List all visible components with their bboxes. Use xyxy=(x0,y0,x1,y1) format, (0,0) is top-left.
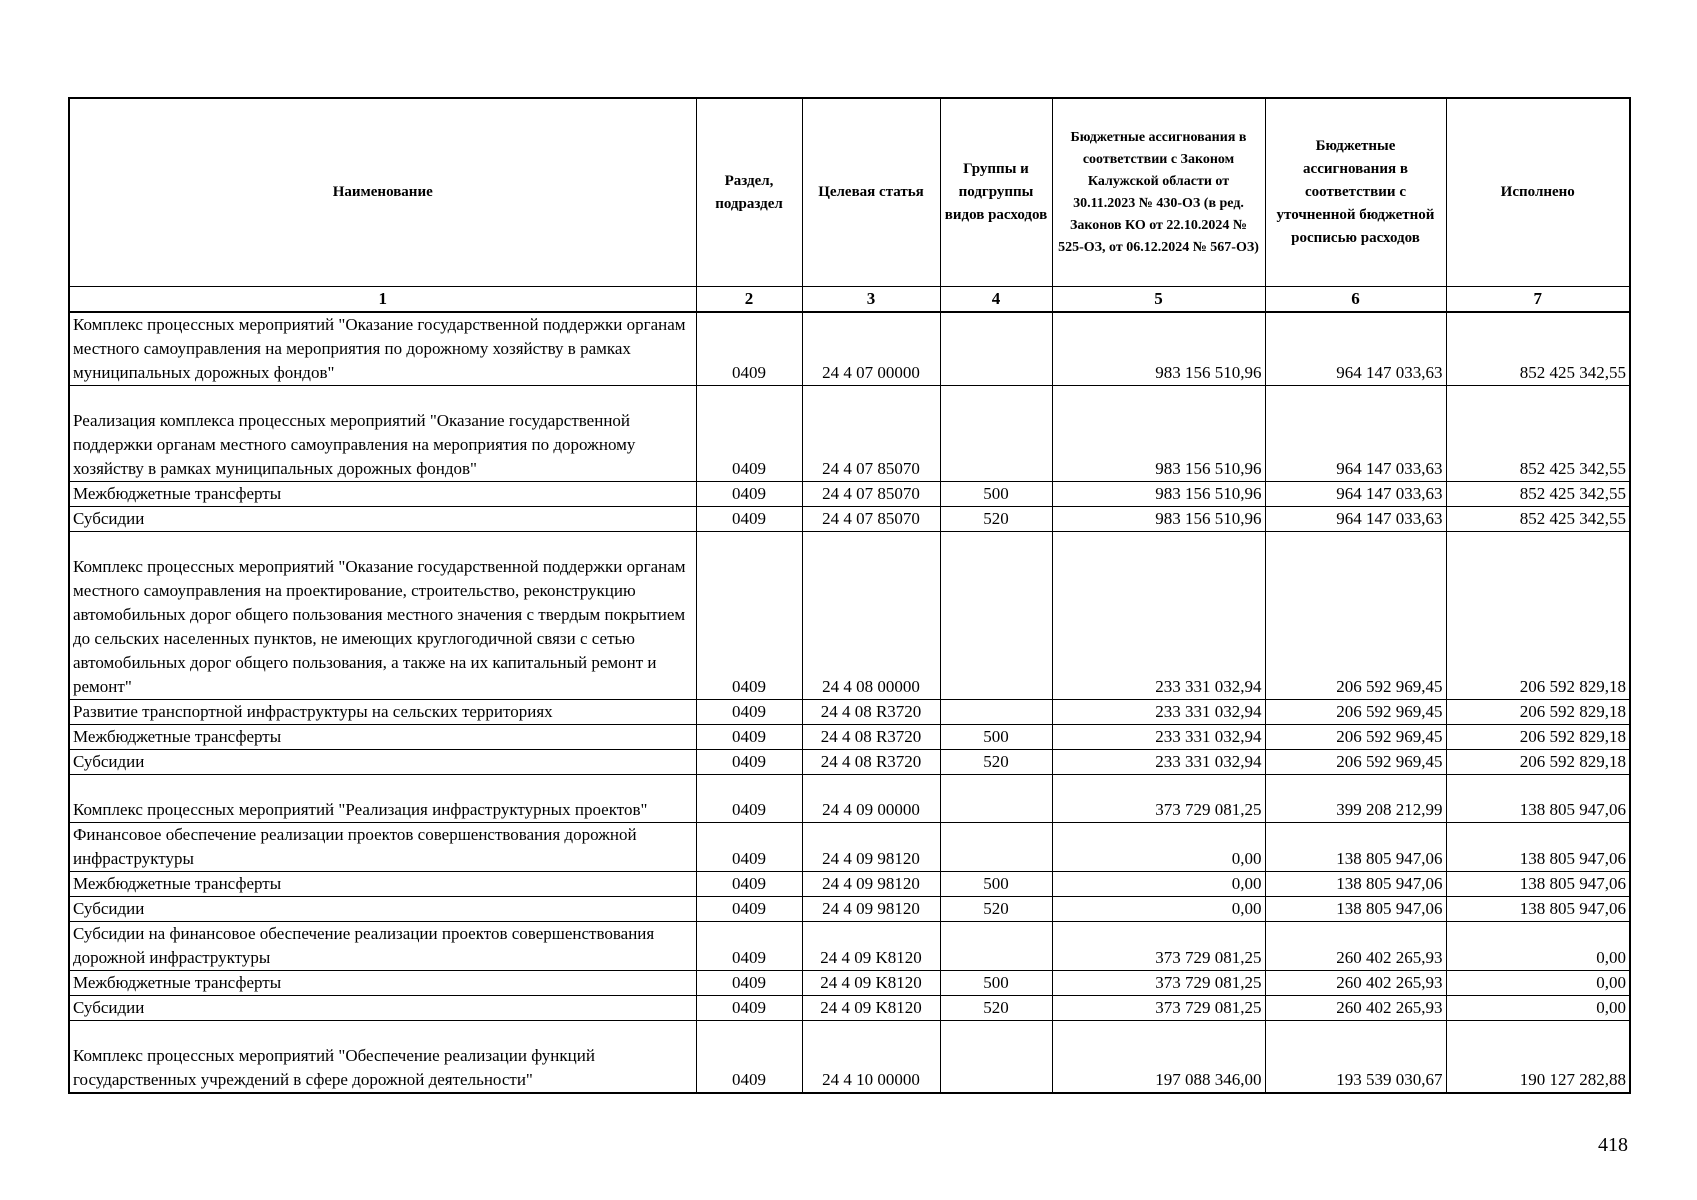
row-section: 0409 xyxy=(696,312,802,386)
row-refined-amount: 964 147 033,63 xyxy=(1265,386,1446,482)
row-target: 24 4 09 98120 xyxy=(802,872,940,897)
row-refined-amount: 964 147 033,63 xyxy=(1265,507,1446,532)
row-law-amount: 373 729 081,25 xyxy=(1052,775,1265,823)
row-executed-amount: 190 127 282,88 xyxy=(1446,1021,1630,1093)
row-executed-amount: 206 592 829,18 xyxy=(1446,700,1630,725)
row-refined-amount: 206 592 969,45 xyxy=(1265,700,1446,725)
row-name: Реализация комплекса процессных мероприятий "Оказание государственной поддержки органам местного самоуправления на мероприятия по дорожному хозяйству в рамках муниципальных дорожных фондов" xyxy=(69,386,696,482)
row-name: Межбюджетные трансферты xyxy=(69,725,696,750)
header-target: Целевая статья xyxy=(802,98,940,287)
row-name: Комплекс процессных мероприятий "Обеспечение реализации функций государственных учреждений в сфере дорожной деятельности" xyxy=(69,1021,696,1093)
row-executed-amount: 206 592 829,18 xyxy=(1446,750,1630,775)
table-row xyxy=(69,725,1630,750)
table-row xyxy=(69,872,1630,897)
row-group xyxy=(940,823,1052,872)
table-row xyxy=(69,482,1630,507)
row-name: Межбюджетные трансферты xyxy=(69,482,696,507)
table-row xyxy=(69,996,1630,1021)
row-executed-amount: 0,00 xyxy=(1446,971,1630,996)
col-number: 5 xyxy=(1052,287,1265,313)
row-name: Субсидии xyxy=(69,750,696,775)
header-name: Наименование xyxy=(69,98,696,287)
row-target: 24 4 09 98120 xyxy=(802,897,940,922)
row-refined-amount: 138 805 947,06 xyxy=(1265,823,1446,872)
row-refined-amount: 399 208 212,99 xyxy=(1265,775,1446,823)
col-number: 1 xyxy=(69,287,696,313)
table-row xyxy=(69,507,1630,532)
row-refined-amount: 138 805 947,06 xyxy=(1265,897,1446,922)
row-section: 0409 xyxy=(696,532,802,700)
row-name: Субсидии xyxy=(69,507,696,532)
row-section: 0409 xyxy=(696,725,802,750)
row-target: 24 4 09 K8120 xyxy=(802,996,940,1021)
row-executed-amount: 138 805 947,06 xyxy=(1446,823,1630,872)
table-body xyxy=(69,312,1630,1093)
row-section: 0409 xyxy=(696,897,802,922)
row-law-amount: 233 331 032,94 xyxy=(1052,532,1265,700)
row-group xyxy=(940,1021,1052,1093)
table-row xyxy=(69,1021,1630,1093)
col-number: 7 xyxy=(1446,287,1630,313)
row-executed-amount: 852 425 342,55 xyxy=(1446,507,1630,532)
row-target: 24 4 08 R3720 xyxy=(802,700,940,725)
col-number: 4 xyxy=(940,287,1052,313)
row-executed-amount: 852 425 342,55 xyxy=(1446,482,1630,507)
row-group: 500 xyxy=(940,725,1052,750)
row-group: 520 xyxy=(940,750,1052,775)
row-refined-amount: 206 592 969,45 xyxy=(1265,725,1446,750)
row-refined-amount: 206 592 969,45 xyxy=(1265,750,1446,775)
row-executed-amount: 852 425 342,55 xyxy=(1446,312,1630,386)
table-row xyxy=(69,823,1630,872)
header-executed: Исполнено xyxy=(1446,98,1630,287)
row-target: 24 4 10 00000 xyxy=(802,1021,940,1093)
row-name: Субсидии на финансовое обеспечение реализации проектов совершенствования дорожной инфраструктуры xyxy=(69,922,696,971)
row-target: 24 4 07 85070 xyxy=(802,507,940,532)
page-number: 418 xyxy=(1598,1134,1628,1156)
row-refined-amount: 138 805 947,06 xyxy=(1265,872,1446,897)
row-law-amount: 373 729 081,25 xyxy=(1052,922,1265,971)
col-number: 2 xyxy=(696,287,802,313)
row-law-amount: 0,00 xyxy=(1052,897,1265,922)
table-row xyxy=(69,312,1630,386)
budget-table xyxy=(68,97,1631,1094)
row-law-amount: 233 331 032,94 xyxy=(1052,700,1265,725)
row-executed-amount: 852 425 342,55 xyxy=(1446,386,1630,482)
row-name: Комплекс процессных мероприятий "Реализация инфраструктурных проектов" xyxy=(69,775,696,823)
row-target: 24 4 07 85070 xyxy=(802,386,940,482)
row-section: 0409 xyxy=(696,1021,802,1093)
row-group: 520 xyxy=(940,507,1052,532)
row-target: 24 4 07 85070 xyxy=(802,482,940,507)
table-row xyxy=(69,971,1630,996)
table-row xyxy=(69,922,1630,971)
row-law-amount: 373 729 081,25 xyxy=(1052,971,1265,996)
row-section: 0409 xyxy=(696,823,802,872)
row-section: 0409 xyxy=(696,386,802,482)
table-row xyxy=(69,775,1630,823)
col-number: 3 xyxy=(802,287,940,313)
row-law-amount: 373 729 081,25 xyxy=(1052,996,1265,1021)
row-executed-amount: 0,00 xyxy=(1446,996,1630,1021)
row-section: 0409 xyxy=(696,482,802,507)
row-executed-amount: 206 592 829,18 xyxy=(1446,532,1630,700)
row-law-amount: 983 156 510,96 xyxy=(1052,386,1265,482)
row-law-amount: 197 088 346,00 xyxy=(1052,1021,1265,1093)
row-refined-amount: 964 147 033,63 xyxy=(1265,312,1446,386)
col-number: 6 xyxy=(1265,287,1446,313)
header-refined-allocations: Бюджетные ассигнования в соответствии с уточненной бюджетной росписью расходов xyxy=(1265,98,1446,287)
row-group xyxy=(940,922,1052,971)
row-refined-amount: 260 402 265,93 xyxy=(1265,996,1446,1021)
table-row xyxy=(69,532,1630,700)
row-group xyxy=(940,312,1052,386)
row-group xyxy=(940,775,1052,823)
table-header-row xyxy=(69,98,1630,287)
table-row xyxy=(69,700,1630,725)
row-executed-amount: 206 592 829,18 xyxy=(1446,725,1630,750)
row-target: 24 4 09 K8120 xyxy=(802,922,940,971)
table-row xyxy=(69,750,1630,775)
row-target: 24 4 09 K8120 xyxy=(802,971,940,996)
row-name: Комплекс процессных мероприятий "Оказание государственной поддержки органам местного самоуправления на мероприятия по дорожному хозяйству в рамках муниципальных дорожных фондов" xyxy=(69,312,696,386)
row-group: 520 xyxy=(940,996,1052,1021)
row-section: 0409 xyxy=(696,775,802,823)
row-executed-amount: 138 805 947,06 xyxy=(1446,775,1630,823)
header-law-allocations: Бюджетные ассигнования в соответствии с Законом Калужской области от 30.11.2023 № 430-ОЗ (в ред. Законов КО от 22.10.2024 № 525-ОЗ, от 06.12.2024 № 567-ОЗ) xyxy=(1052,98,1265,287)
row-name: Субсидии xyxy=(69,897,696,922)
header-section: Раздел, подраздел xyxy=(696,98,802,287)
row-name: Межбюджетные трансферты xyxy=(69,872,696,897)
row-target: 24 4 07 00000 xyxy=(802,312,940,386)
row-executed-amount: 138 805 947,06 xyxy=(1446,872,1630,897)
row-name: Развитие транспортной инфраструктуры на сельских территориях xyxy=(69,700,696,725)
row-law-amount: 983 156 510,96 xyxy=(1052,482,1265,507)
row-law-amount: 983 156 510,96 xyxy=(1052,312,1265,386)
row-section: 0409 xyxy=(696,996,802,1021)
column-numbers-row xyxy=(69,287,1630,313)
row-executed-amount: 138 805 947,06 xyxy=(1446,897,1630,922)
row-group: 500 xyxy=(940,872,1052,897)
row-refined-amount: 964 147 033,63 xyxy=(1265,482,1446,507)
row-target: 24 4 09 98120 xyxy=(802,823,940,872)
row-target: 24 4 08 00000 xyxy=(802,532,940,700)
row-law-amount: 0,00 xyxy=(1052,823,1265,872)
row-section: 0409 xyxy=(696,971,802,996)
row-law-amount: 0,00 xyxy=(1052,872,1265,897)
row-name: Финансовое обеспечение реализации проектов совершенствования дорожной инфраструктуры xyxy=(69,823,696,872)
row-law-amount: 233 331 032,94 xyxy=(1052,725,1265,750)
row-name: Субсидии xyxy=(69,996,696,1021)
row-name: Комплекс процессных мероприятий "Оказание государственной поддержки органам местного самоуправления на проектирование, строительство, реконструкцию автомобильных дорог общего пользования местного значения с твердым покрытием до сельских населенных пунктов, не имеющих круглогодичной связи с сетью автомобильных дорог общего пользования, а также на их капитальный ремонт и ремонт" xyxy=(69,532,696,700)
row-section: 0409 xyxy=(696,750,802,775)
row-section: 0409 xyxy=(696,872,802,897)
row-section: 0409 xyxy=(696,700,802,725)
table-row xyxy=(69,386,1630,482)
row-law-amount: 233 331 032,94 xyxy=(1052,750,1265,775)
row-target: 24 4 09 00000 xyxy=(802,775,940,823)
row-executed-amount: 0,00 xyxy=(1446,922,1630,971)
row-name: Межбюджетные трансферты xyxy=(69,971,696,996)
row-refined-amount: 260 402 265,93 xyxy=(1265,922,1446,971)
row-section: 0409 xyxy=(696,507,802,532)
row-group xyxy=(940,532,1052,700)
row-group: 500 xyxy=(940,482,1052,507)
row-refined-amount: 193 539 030,67 xyxy=(1265,1021,1446,1093)
row-refined-amount: 206 592 969,45 xyxy=(1265,532,1446,700)
table-row xyxy=(69,897,1630,922)
row-group xyxy=(940,386,1052,482)
row-law-amount: 983 156 510,96 xyxy=(1052,507,1265,532)
row-target: 24 4 08 R3720 xyxy=(802,725,940,750)
row-group: 500 xyxy=(940,971,1052,996)
header-groups: Группы и подгруппы видов расходов xyxy=(940,98,1052,287)
row-group xyxy=(940,700,1052,725)
row-section: 0409 xyxy=(696,922,802,971)
row-refined-amount: 260 402 265,93 xyxy=(1265,971,1446,996)
row-group: 520 xyxy=(940,897,1052,922)
row-target: 24 4 08 R3720 xyxy=(802,750,940,775)
